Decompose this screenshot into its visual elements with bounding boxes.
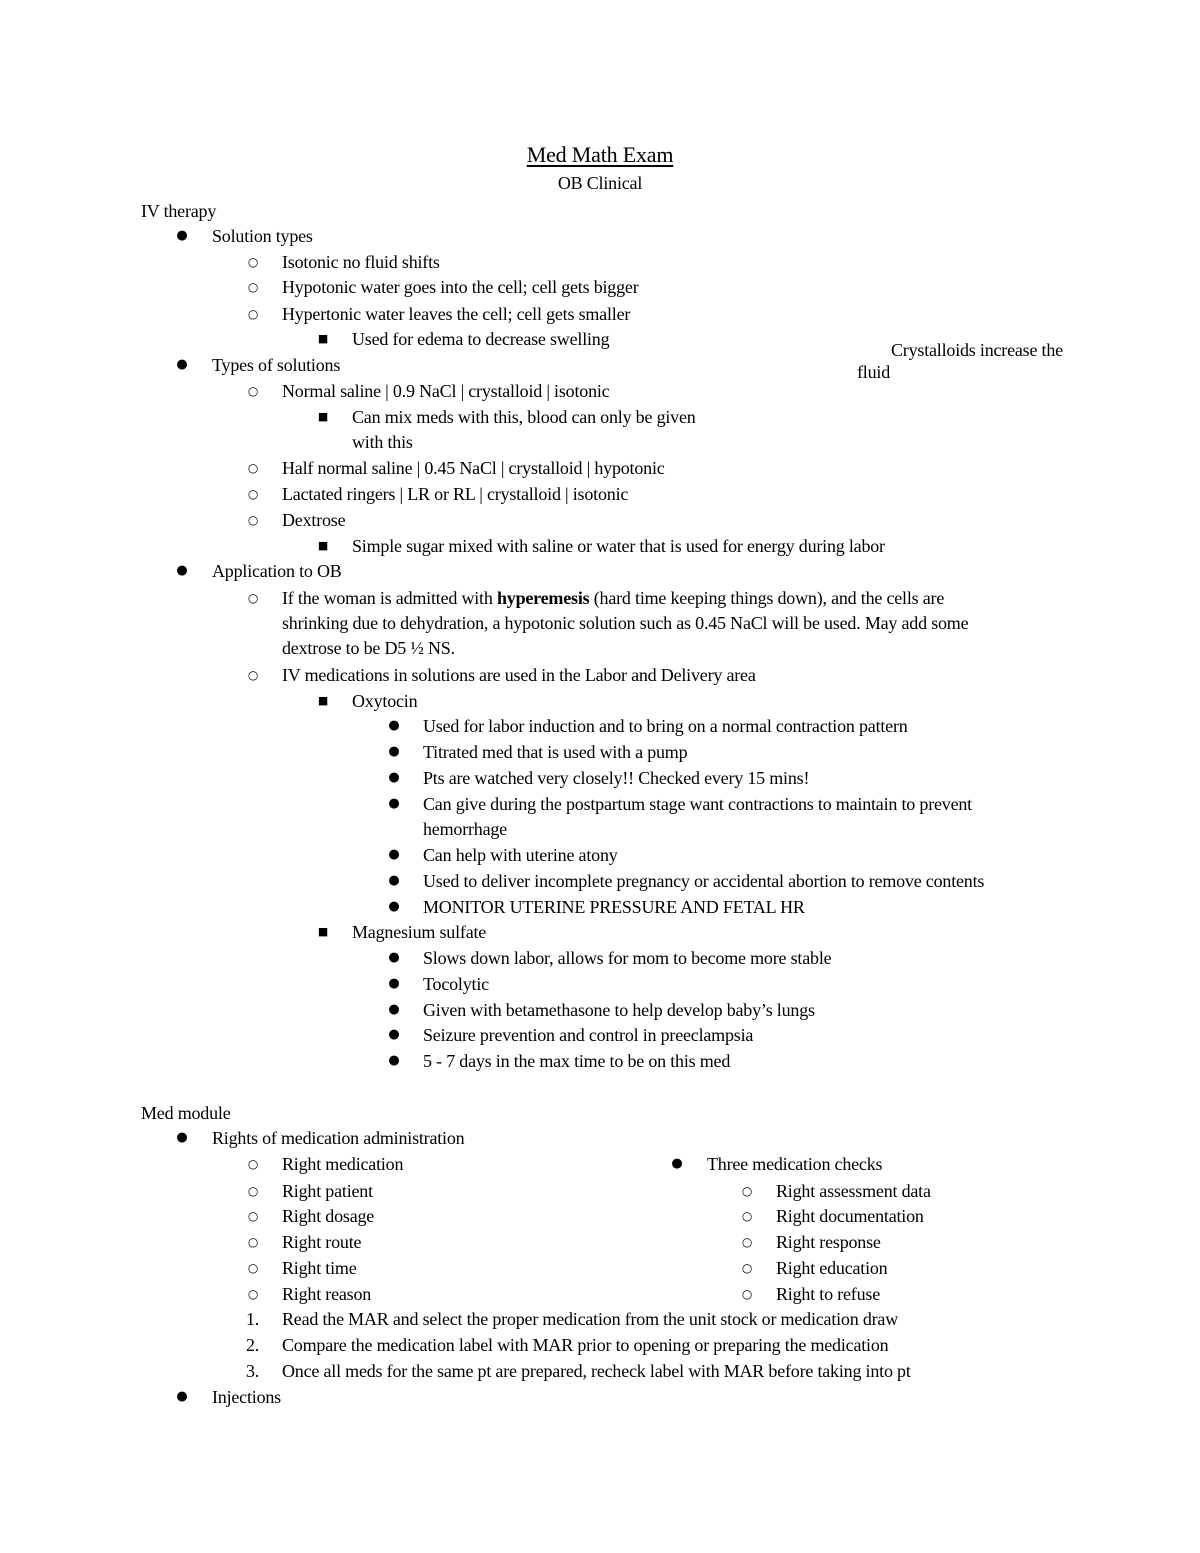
page-subtitle: OB Clinical [557,173,643,193]
list-item: Isotonic no fluid shifts [282,252,440,272]
bullet-icon: ● [388,873,400,888]
list-item: Dextrose [282,510,346,530]
list-item: Slows down labor, allows for mom to become more stable [423,948,832,968]
bold-term: hyperemesis [496,588,590,608]
bullet-icon: ● [176,228,188,243]
list-item: Can give during the postpartum stage want contractions to maintain to prevent [423,794,972,814]
list-number: 1. [246,1309,260,1329]
section-heading-iv-therapy: IV therapy [141,201,217,221]
list-item: Simple sugar mixed with saline or water that is used for energy during labor [352,536,885,556]
circle-bullet-icon: ○ [741,1261,753,1275]
list-item: Right time [282,1258,357,1278]
list-item: Half normal saline | 0.45 NaCl | crystalloid | hypotonic [282,458,665,478]
list-item: Used for edema to decrease swelling [352,329,610,349]
circle-bullet-icon: ○ [247,487,259,501]
bullet-icon: ● [388,950,400,965]
circle-bullet-icon: ○ [247,513,259,527]
bullet-icon: ● [176,1130,188,1145]
bullet-icon: ● [176,1389,188,1404]
list-item [282,587,944,609]
list-number: 3. [246,1361,260,1381]
list-item: Right documentation [776,1206,924,1226]
bullet-icon: ● [388,1027,400,1042]
bullet-icon: ● [388,718,400,733]
list-item: Can mix meds with this, blood can only be given [352,407,696,427]
square-bullet-icon: ■ [317,925,329,938]
circle-bullet-icon: ○ [247,591,259,605]
square-bullet-icon: ■ [317,539,329,552]
circle-bullet-icon: ○ [741,1184,753,1198]
circle-bullet-icon: ○ [247,255,259,269]
list-item: Right response [776,1232,881,1252]
bullet-icon: ● [388,1002,400,1017]
list-item: IV medications in solutions are used in the Labor and Delivery area [282,665,756,685]
circle-bullet-icon: ○ [741,1287,753,1301]
page-title [0,144,1200,166]
bullet-icon: ● [388,744,400,759]
list-item: Titrated med that is used with a pump [423,742,688,762]
list-item: Hypertonic water leaves the cell; cell gets smaller [282,304,631,324]
list-item-continued: hemorrhage [423,819,507,839]
list-item: Types of solutions [212,355,341,375]
circle-bullet-icon: ○ [247,307,259,321]
list-item: Used to deliver incomplete pregnancy or accidental abortion to remove contents [423,871,985,891]
circle-bullet-icon: ○ [247,1261,259,1275]
bullet-icon: ● [388,796,400,811]
list-item: Seizure prevention and control in preeclampsia [423,1025,754,1045]
square-bullet-icon: ■ [317,410,329,423]
text-run: (hard time keeping things down), and the cells are [589,588,945,608]
list-item: Used for labor induction and to bring on a normal contraction pattern [423,716,908,736]
side-note: Crystalloids increase the [891,340,1063,360]
bullet-icon: ● [176,563,188,578]
square-bullet-icon: ■ [317,694,329,707]
circle-bullet-icon: ○ [247,1235,259,1249]
square-bullet-icon: ■ [317,332,329,345]
numbered-item: Once all meds for the same pt are prepared, recheck label with MAR before taking into pt [282,1361,911,1381]
circle-bullet-icon: ○ [247,384,259,398]
list-item: Lactated ringers | LR or RL | crystalloid | isotonic [282,484,629,504]
circle-bullet-icon: ○ [247,461,259,475]
bullet-icon: ● [388,1053,400,1068]
section-heading-med-module: Med module [141,1103,231,1123]
circle-bullet-icon: ○ [247,1157,259,1171]
list-item: Pts are watched very closely!! Checked every 15 mins! [423,768,810,788]
bullet-icon: ● [388,770,400,785]
bullet-icon: ● [176,357,188,372]
numbered-item: Read the MAR and select the proper medication from the unit stock or medication draw [282,1309,899,1329]
list-item: Hypotonic water goes into the cell; cell gets bigger [282,277,639,297]
list-item: Rights of medication administration [212,1128,465,1148]
list-item: Right medication [282,1154,404,1174]
page-title-text: Med Math Exam [526,142,674,167]
circle-bullet-icon: ○ [247,280,259,294]
list-item: Tocolytic [423,974,489,994]
text-run: If the woman is admitted with [282,588,497,608]
list-number: 2. [246,1335,260,1355]
list-item: Injections [212,1387,281,1407]
list-item: Right education [776,1258,888,1278]
bullet-icon: ● [388,899,400,914]
list-item: Oxytocin [352,691,418,711]
list-item: Normal saline | 0.9 NaCl | crystalloid | isotonic [282,381,610,401]
list-item: Right dosage [282,1206,375,1226]
list-item: Right reason [282,1284,372,1304]
circle-bullet-icon: ○ [247,1184,259,1198]
numbered-item: Compare the medication label with MAR prior to opening or preparing the medication [282,1335,889,1355]
circle-bullet-icon: ○ [247,1287,259,1301]
list-item: Right assessment data [776,1181,931,1201]
list-item-continued: with this [352,432,413,452]
list-item: Can help with uterine atony [423,845,618,865]
list-item-continued: dextrose to be D5 ½ NS. [282,638,455,658]
list-item: Right route [282,1232,362,1252]
bullet-icon: ● [671,1156,683,1171]
circle-bullet-icon: ○ [247,1209,259,1223]
list-item: Right patient [282,1181,373,1201]
list-item: MONITOR UTERINE PRESSURE AND FETAL HR [423,897,805,917]
list-item-continued: shrinking due to dehydration, a hypotonic solution such as 0.45 NaCl will be used. May add some [282,613,969,633]
bullet-icon: ● [388,976,400,991]
list-item: Given with betamethasone to help develop baby’s lungs [423,1000,815,1020]
list-item: Magnesium sulfate [352,922,487,942]
circle-bullet-icon: ○ [247,668,259,682]
list-item: 5 - 7 days in the max time to be on this med [423,1051,731,1071]
circle-bullet-icon: ○ [741,1209,753,1223]
list-item: Right to refuse [776,1284,880,1304]
circle-bullet-icon: ○ [741,1235,753,1249]
list-item: Solution types [212,226,313,246]
list-item: Three medication checks [707,1154,883,1174]
bullet-icon: ● [388,847,400,862]
side-note: fluid [857,362,890,382]
list-item: Application to OB [212,561,342,581]
